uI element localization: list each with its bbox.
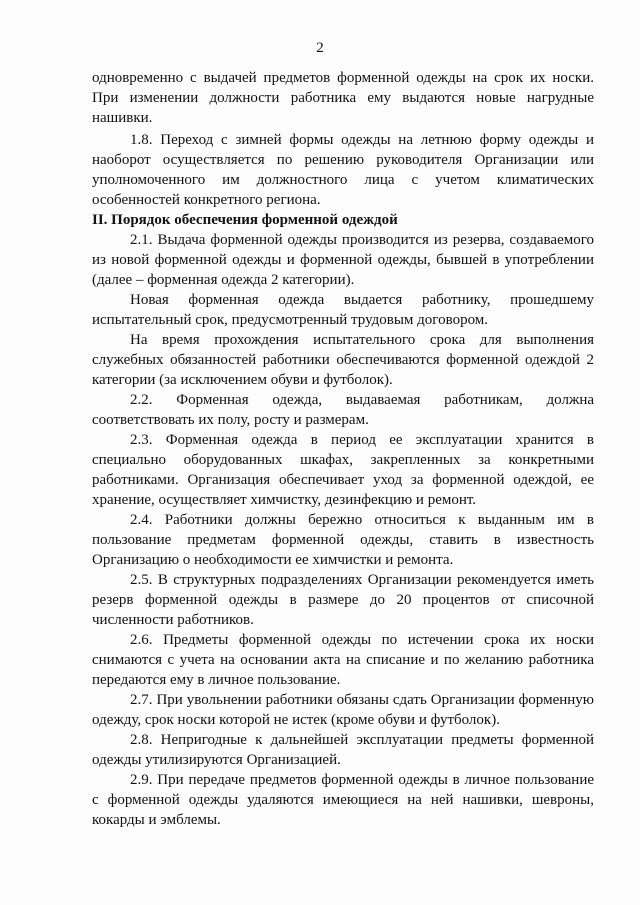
paragraph-2-5: 2.5. В структурных подразделениях Организации рекомендуется иметь резерв форменной одежды в размере до 20 процентов от списочной численности работников. <box>92 572 594 628</box>
paragraph-2-6: 2.6. Предметы форменной одежды по истечении срока их носки снимаются с учета на основании акта на списание и по желанию работника передаются ему в личное пользование. <box>92 632 594 688</box>
paragraph-2-4: 2.4. Работники должны бережно относиться к выданным им в пользование предметам форменной одежды, ставить в известность Организацию о необходимости ее химчистки и ремонта. <box>92 512 594 568</box>
paragraph-2-1-new-clothing: Новая форменная одежда выдается работнику, прошедшему испытательный срок, предусмотренный трудовым договором. <box>92 292 594 328</box>
paragraph-2-7: 2.7. При увольнении работники обязаны сдать Организации форменную одежду, срок носки которой не истек (кроме обуви и футболок). <box>92 692 594 728</box>
paragraph-2-1-probation: На время прохождения испытательного срока для выполнения служебных обязанностей работники обеспечиваются форменной одеждой 2 категории (за исключением обуви и футболок). <box>92 332 594 388</box>
paragraph-2-1: 2.1. Выдача форменной одежды производится из резерва, создаваемого из новой форменной одежды и форменной одежды, бывшей в употреблении (далее – форменная одежда 2 категории). <box>92 232 594 288</box>
paragraph-2-8: 2.8. Непригодные к дальнейшей эксплуатации предметы форменной одежды утилизируются Организацией. <box>92 732 594 768</box>
paragraph-2-9: 2.9. При передаче предметов форменной одежды в личное пользование с форменной одежды удаляются имеющиеся на ней нашивки, шевроны, кокарды и эмблемы. <box>92 772 594 828</box>
document-body <box>92 68 594 830</box>
page-number: 2 <box>316 40 324 56</box>
paragraph-1-8: 1.8. Переход с зимней формы одежды на летнюю форму одежды и наоборот осуществляется по решению руководителя Организации или уполномоченного им должностного лица с учетом климатических особенностей конкретного региона. <box>92 132 594 208</box>
section-heading: II. Порядок обеспечения форменной одеждой <box>92 212 398 228</box>
paragraph-2-3: 2.3. Форменная одежда в период ее эксплуатации хранится в специально оборудованных шкафах, закрепленных за конкретными работниками. Организация обеспечивает уход за форменной одеждой, ее хранение, осуществляет химчистку, дезинфекцию и ремонт. <box>92 432 594 508</box>
paragraph-continuation: одновременно с выдачей предметов форменной одежды на срок их носки. При изменении должности работника ему выдаются новые нагрудные нашивки. <box>92 70 594 126</box>
paragraph-2-2: 2.2. Форменная одежда, выдаваемая работникам, должна соответствовать их полу, росту и размерам. <box>92 392 594 428</box>
